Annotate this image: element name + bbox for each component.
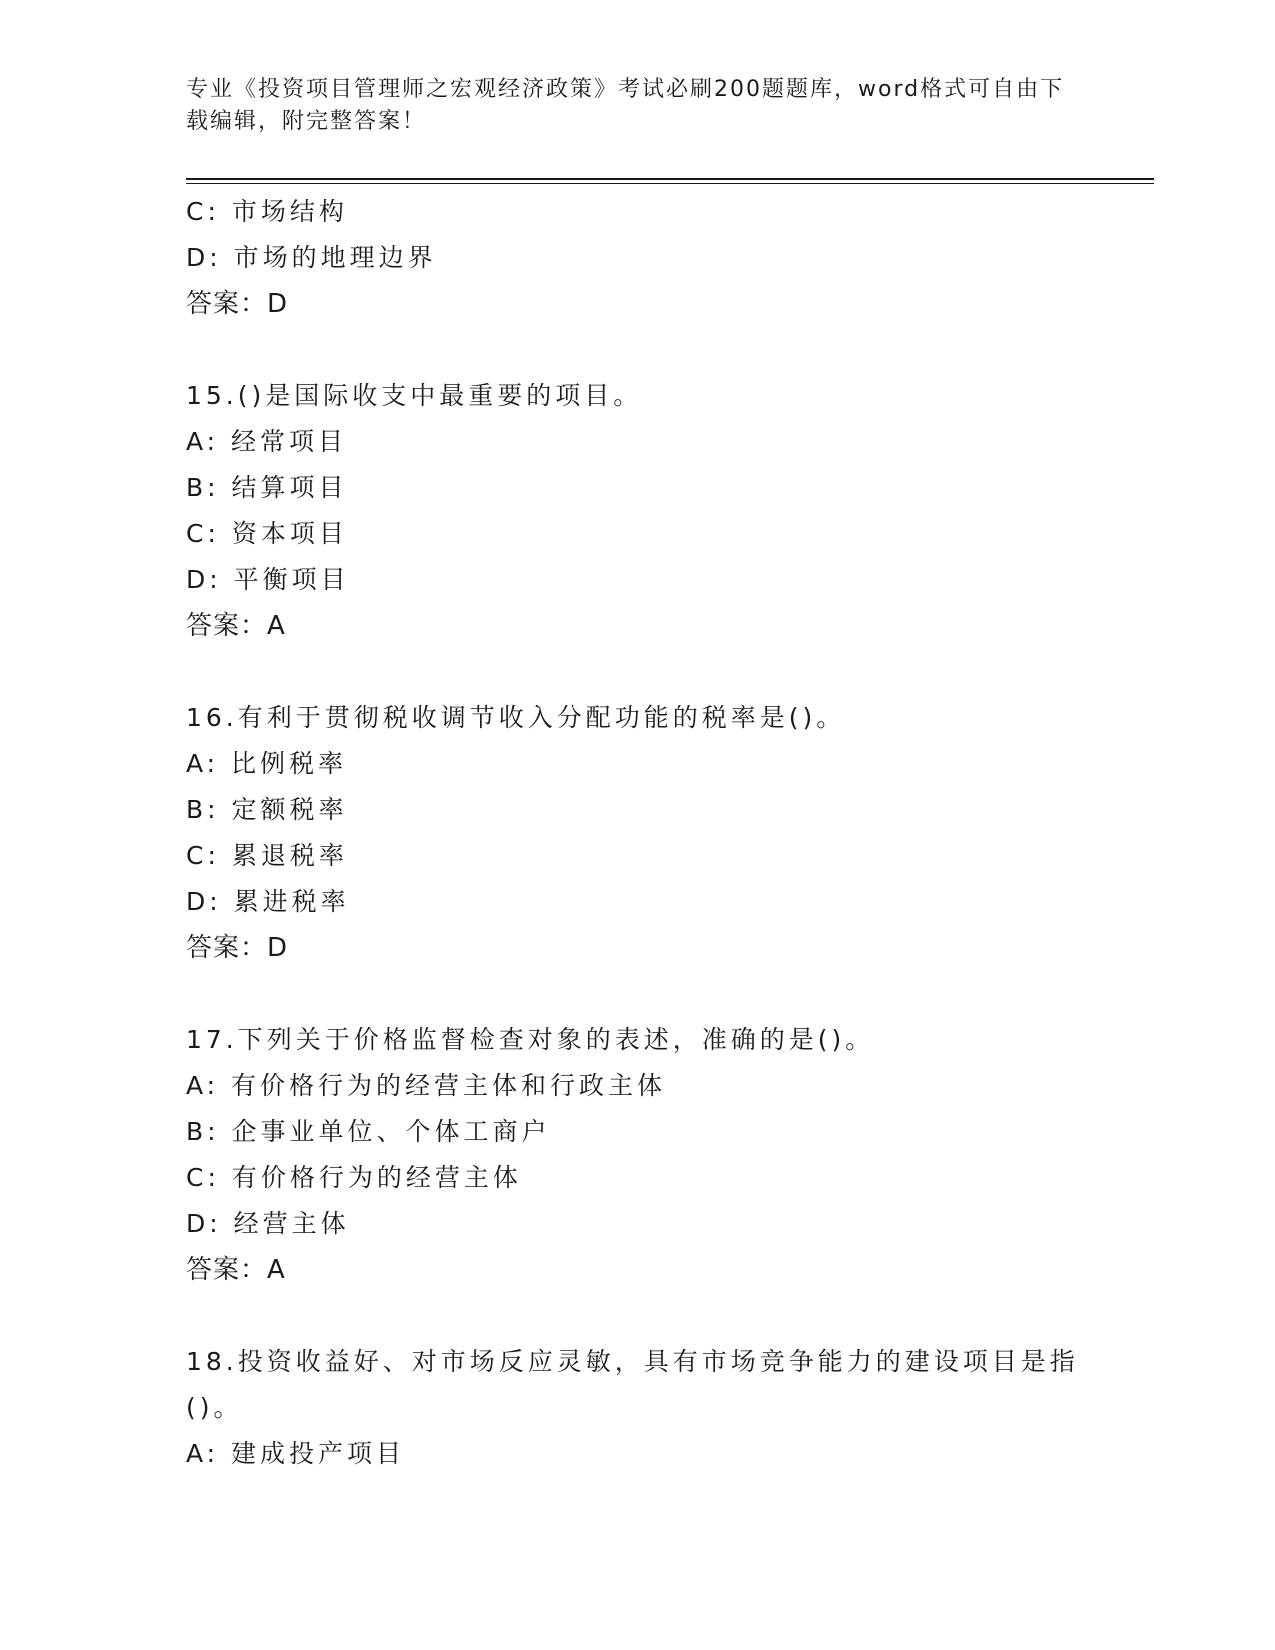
option-c: C: 资本项目 [186, 519, 348, 548]
spacer [186, 971, 1086, 1017]
option-d: D: 累进税率 [186, 887, 350, 916]
option-a: A: 建成投产项目 [186, 1439, 406, 1468]
spacer [186, 1293, 1086, 1339]
question-stem: 17.下列关于价格监督检查对象的表述，准确的是()。 [186, 1025, 875, 1054]
option-a: A: 经常项目 [186, 427, 348, 456]
answer-line: 答案：D [186, 289, 289, 319]
header-divider-thin [186, 183, 1154, 184]
question-stem: 15.()是国际收支中最重要的项目。 [186, 381, 643, 410]
option-b: B: 企事业单位、个体工商户 [186, 1117, 551, 1146]
option-d: D: 平衡项目 [186, 565, 350, 594]
question-stem: 18.投资收益好、对市场反应灵敏，具有市场竞争能力的建设项目是指()。 [186, 1347, 1079, 1422]
option-a: A: 比例税率 [186, 749, 348, 778]
option-d: D: 经营主体 [186, 1209, 350, 1238]
question-list [186, 189, 1086, 1477]
answer-line: 答案：D [186, 933, 289, 963]
spacer [186, 327, 1086, 373]
question-stem: 16.有利于贯彻税收调节收入分配功能的税率是()。 [186, 703, 846, 732]
option-c: C: 市场结构 [186, 197, 348, 226]
option-c: C: 有价格行为的经营主体 [186, 1163, 522, 1192]
header-divider-thick [186, 178, 1154, 180]
answer-line: 答案：A [186, 1255, 286, 1285]
spacer [186, 649, 1086, 695]
option-c: C: 累退税率 [186, 841, 348, 870]
option-b: B: 结算项目 [186, 473, 348, 502]
document-header: 专业《投资项目管理师之宏观经济政策》考试必刷200题题库，word格式可自由下载编辑，附完整答案！ [186, 77, 1065, 134]
answer-line: 答案：A [186, 611, 286, 641]
option-d: D: 市场的地理边界 [186, 243, 437, 272]
option-b: B: 定额税率 [186, 795, 348, 824]
option-a: A: 有价格行为的经营主体和行政主体 [186, 1071, 667, 1100]
